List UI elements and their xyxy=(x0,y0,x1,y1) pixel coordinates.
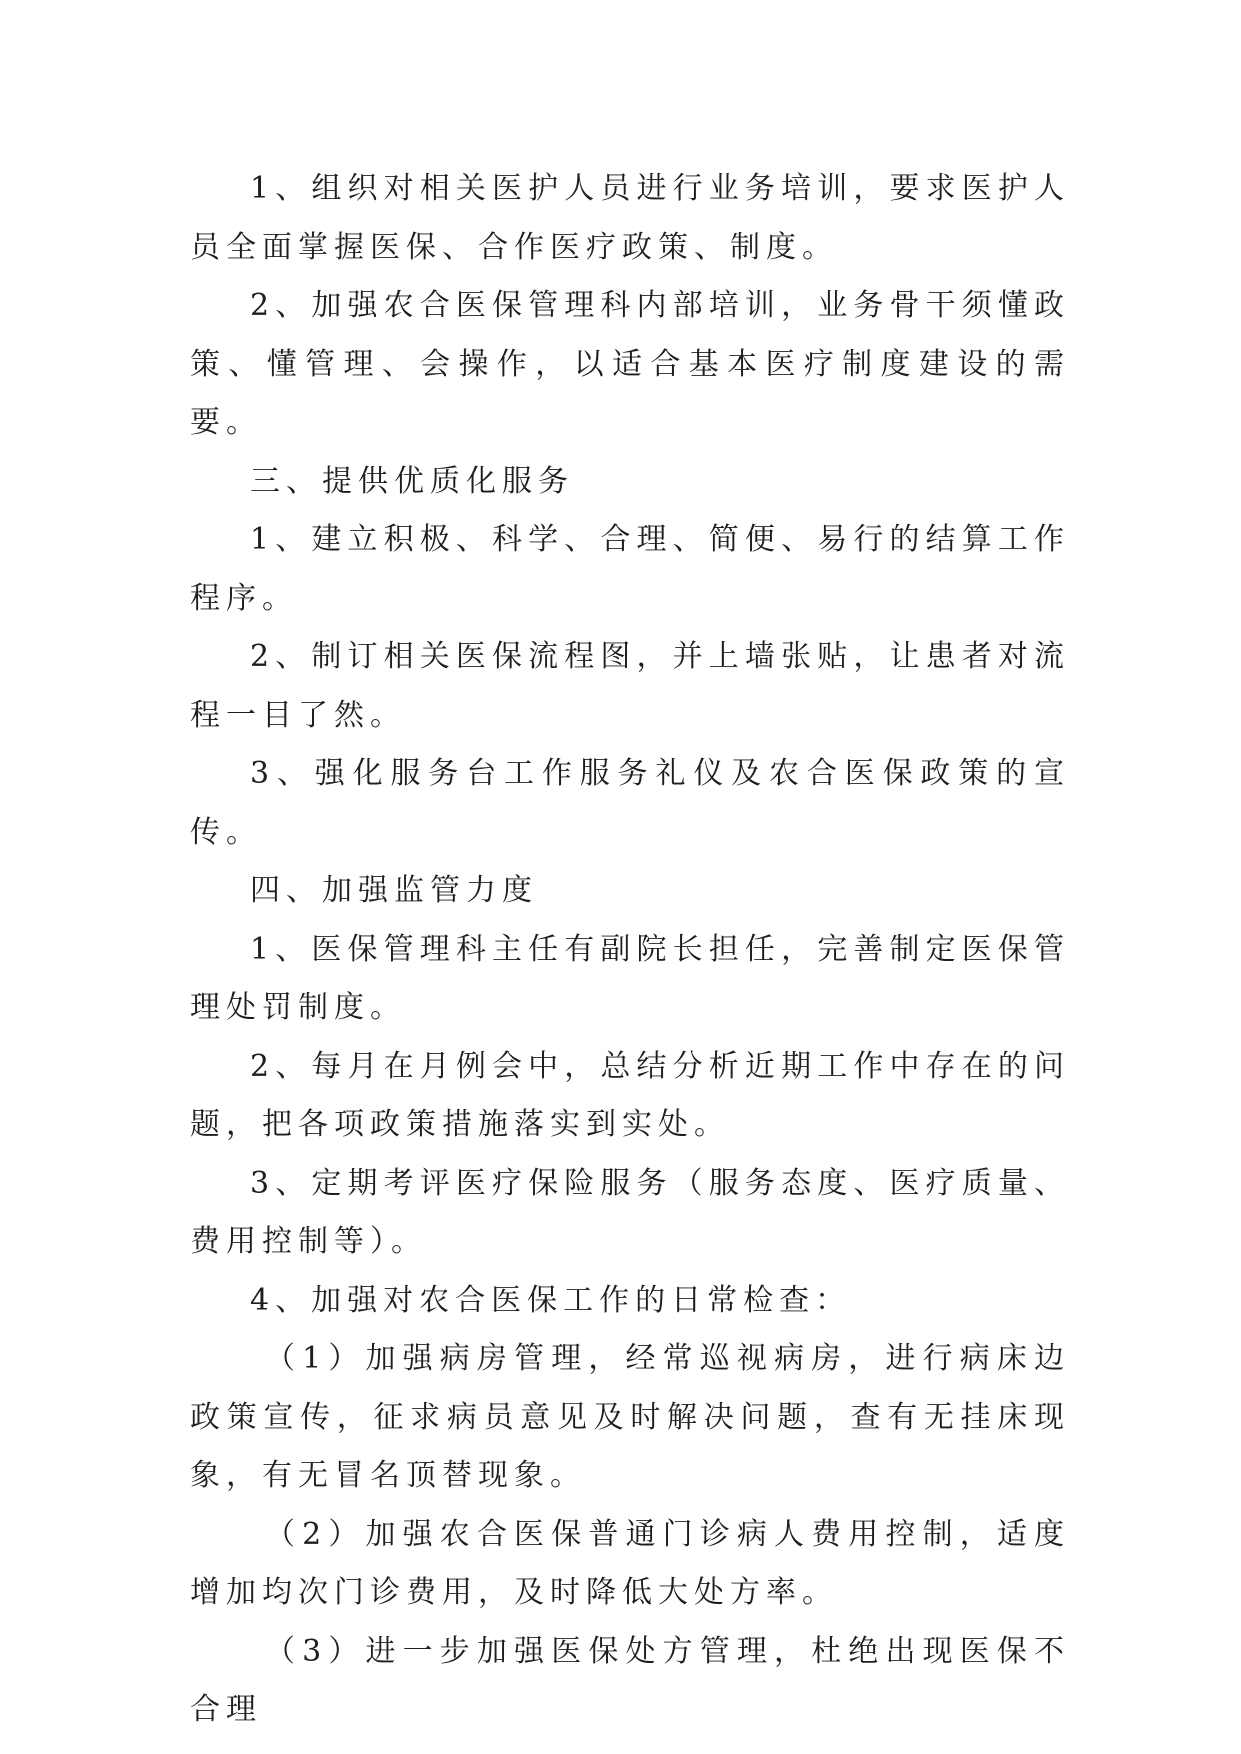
paragraph: 2、制订相关医保流程图，并上墙张贴，让患者对流程一目了然。 xyxy=(190,639,1070,733)
sub-paragraph: （3）进一步加强医保处方管理，杜绝出现医保不合理 xyxy=(190,1633,1070,1727)
sub-paragraph: （2）加强农合医保普通门诊病人费用控制，适度增加均次门诊费用，及时降低大处方率。 xyxy=(190,1516,1070,1610)
document-body xyxy=(190,160,1070,1740)
paragraph: 1、建立积极、科学、合理、简便、易行的结算工作程序。 xyxy=(190,522,1070,616)
section-heading: 四、加强监管力度 xyxy=(250,873,538,908)
paragraph: 3、定期考评医疗保险服务（服务态度、医疗质量、费用控制等）。 xyxy=(190,1165,1070,1259)
sub-paragraph: （1）加强病房管理，经常巡视病房，进行病床边政策宣传，征求病员意见及时解决问题，查有无挂床现象，有无冒名顶替现象。 xyxy=(190,1341,1070,1493)
paragraph: 2、每月在月例会中，总结分析近期工作中存在的问题，把各项政策措施落实到实处。 xyxy=(190,1048,1070,1142)
paragraph: 4、加强对农合医保工作的日常检查： xyxy=(250,1282,852,1318)
paragraph: 1、组织对相关医护人员进行业务培训，要求医护人员全面掌握医保、合作医疗政策、制度。 xyxy=(190,171,1070,265)
paragraph: 1、医保管理科主任有副院长担任，完善制定医保管理处罚制度。 xyxy=(190,931,1070,1025)
section-heading: 三、提供优质化服务 xyxy=(250,463,574,499)
paragraph: 3、强化服务台工作服务礼仪及农合医保政策的宣传。 xyxy=(190,756,1070,850)
paragraph: 2、加强农合医保管理科内部培训，业务骨干须懂政策、懂管理、会操作，以适合基本医疗制度建设的需要。 xyxy=(190,288,1070,440)
